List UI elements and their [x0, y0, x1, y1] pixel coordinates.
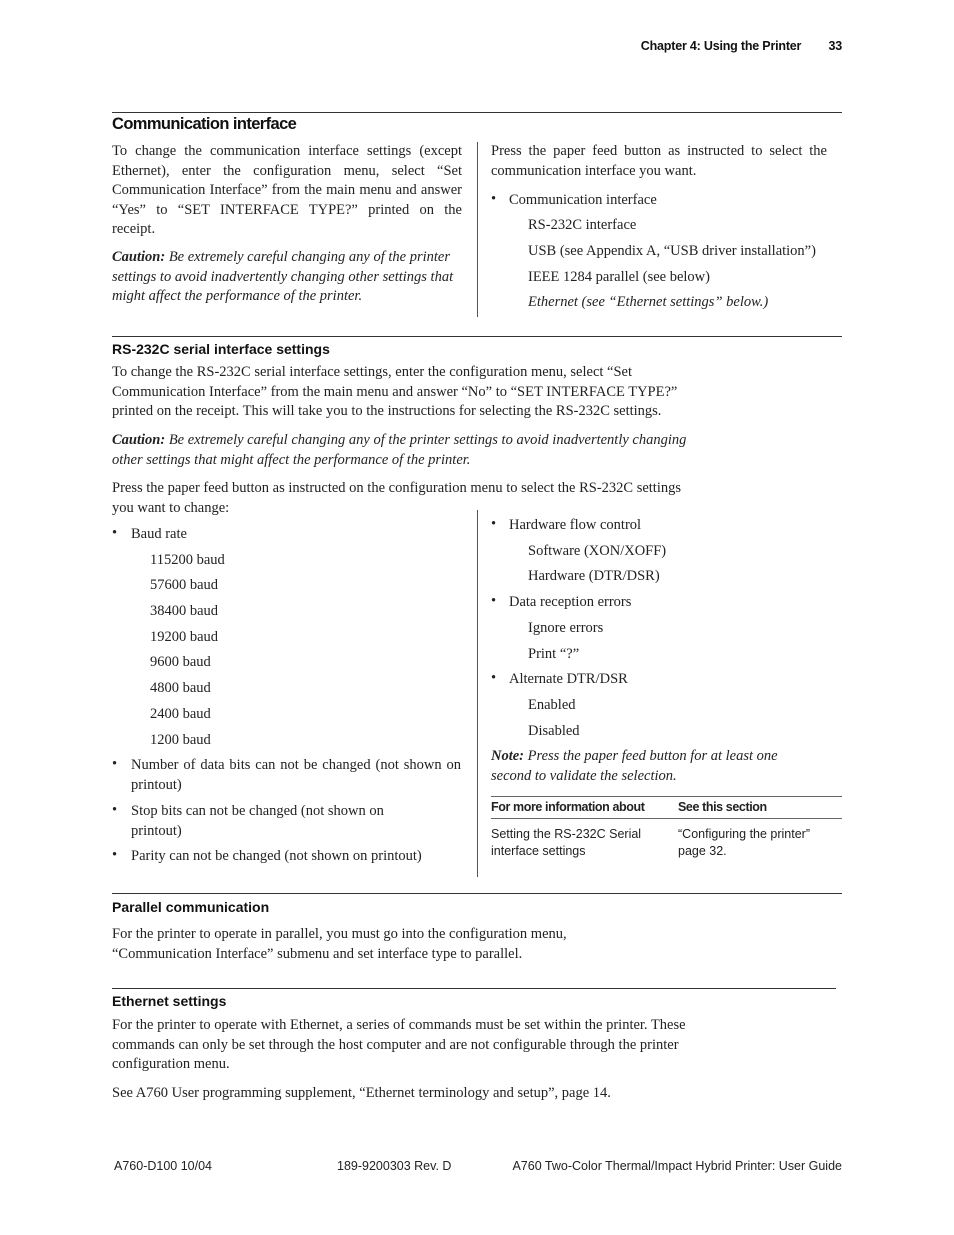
ethernet-paragraph-1: For the printer to operate with Ethernet, a series of commands must be set within the printer. These commands can only be set through the host computer and are not configurable through the printer configuration menu.: [112, 1017, 686, 1073]
baud-option: 19200 baud: [150, 629, 219, 645]
section-heading-rs232: RS-232C serial interface settings: [112, 341, 330, 357]
section-heading-parallel: Parallel communication: [112, 899, 270, 915]
table-cell-reference: “Configuring the printer” page 32.: [678, 827, 811, 858]
footer-guide-title: A760 Two-Color Thermal/Impact Hybrid Printer: User Guide: [512, 1159, 842, 1173]
dtr-option: Enabled: [528, 697, 576, 713]
page-number: 33: [828, 39, 842, 53]
option-rs232: RS-232C interface: [528, 217, 637, 233]
comm-caution: [112, 248, 467, 307]
baud-option: 4800 baud: [150, 680, 211, 696]
caution-text: Be extremely careful changing any of the printer settings to avoid inadvertently changing other settings that might affect the performance of the printer.: [112, 432, 687, 468]
bullet-mark: •: [112, 525, 118, 541]
list-title-comm: Communication interface: [509, 192, 657, 208]
list-title-errors: Data reception errors: [509, 594, 632, 610]
note-text: Press the paper feed button for at least one second to validate the selection.: [491, 748, 778, 784]
list-title-flow: Hardware flow control: [509, 517, 642, 533]
baud-option: 115200 baud: [150, 552, 225, 568]
option-ieee1284: IEEE 1284 parallel (see below): [528, 269, 710, 285]
rs232-caution: [112, 431, 692, 470]
section-rule-comm: [112, 112, 842, 113]
bullet-mark: •: [491, 670, 497, 686]
section-heading-ethernet: Ethernet settings: [112, 993, 227, 1009]
comm-left-paragraph: To change the communication interface settings (except Ethernet), enter the configuration menu, select “Set Communication Interface” from the main menu and answer “Yes” to “SET INTERFACE TYPE?” printed on the receipt.: [112, 143, 462, 238]
column-divider-rs232: [477, 510, 478, 877]
list-title-baud: Baud rate: [131, 526, 187, 542]
rs232-paragraph-1: To change the RS-232C serial interface settings, enter the configuration menu, select “Set Communication Interface” from the main menu and answer “No” to “SET INTERFACE TYPE?” printed on the receipt. This will take you to the instructions for selecting the RS-232C settings.: [112, 364, 678, 420]
option-usb: USB (see Appendix A, “USB driver installation”): [528, 243, 816, 259]
section-rule-rs232: [112, 336, 842, 337]
errors-option: Ignore errors: [528, 620, 604, 636]
caution-label: Caution:: [112, 432, 166, 448]
bullet-mark: •: [491, 593, 497, 609]
baud-option: 2400 baud: [150, 706, 211, 722]
chapter-title: Chapter 4: Using the Printer: [640, 39, 802, 53]
comm-right-paragraph: Press the paper feed button as instructed to select the communication interface you want.: [491, 143, 827, 179]
list-title-dtr: Alternate DTR/DSR: [509, 671, 628, 687]
note-label: Note:: [491, 748, 525, 764]
table-top-rule: [491, 796, 842, 797]
parallel-paragraph: For the printer to operate in parallel, you must go into the configuration menu, “Communication Interface” submenu and set interface type to parallel.: [112, 926, 567, 962]
flow-option: Hardware (DTR/DSR): [528, 568, 660, 584]
baud-option: 1200 baud: [150, 732, 211, 748]
rs232-note: [491, 747, 811, 786]
ethernet-paragraph-2: See A760 User programming supplement, “Ethernet terminology and setup”, page 14.: [112, 1085, 611, 1101]
table-header-rule: [491, 818, 842, 819]
baud-option: 57600 baud: [150, 577, 219, 593]
running-header: [641, 39, 842, 53]
parity-item: Parity can not be changed (not shown on printout): [131, 848, 422, 864]
footer-part-number: 189-9200303 Rev. D: [337, 1159, 452, 1173]
bullet-mark: •: [491, 191, 497, 207]
table-header-col1: For more information about: [491, 800, 645, 814]
baud-option: 9600 baud: [150, 654, 211, 670]
section-rule-ethernet: [112, 988, 836, 989]
stop-bits-item: Stop bits can not be changed (not shown on printout): [131, 803, 384, 839]
section-rule-parallel: [112, 893, 842, 894]
bullet-mark: •: [491, 516, 497, 532]
caution-label: Caution:: [112, 249, 166, 265]
dtr-option: Disabled: [528, 723, 580, 739]
section-heading-comm: Communication interface: [112, 115, 297, 133]
footer-doc-id: A760-D100 10/04: [114, 1159, 212, 1173]
column-divider-comm: [477, 142, 478, 317]
option-ethernet: Ethernet (see “Ethernet settings” below.): [528, 294, 769, 310]
bullet-mark: •: [112, 847, 118, 863]
bullet-mark: •: [112, 756, 118, 772]
data-bits-item: Number of data bits can not be changed (not shown on printout): [131, 757, 461, 793]
bullet-mark: •: [112, 802, 118, 818]
table-cell-topic: Setting the RS-232C Serial interface settings: [491, 827, 642, 858]
flow-option: Software (XON/XOFF): [528, 543, 667, 559]
table-header-col2: See this section: [678, 800, 767, 814]
caution-text: Be extremely careful changing any of the printer settings to avoid inadvertently changing other settings that might affect the performance of the printer.: [112, 249, 454, 305]
errors-option: Print “?”: [528, 646, 580, 662]
baud-option: 38400 baud: [150, 603, 219, 619]
rs232-paragraph-2: Press the paper feed button as instructed on the configuration menu to select the RS-232C settings you want to change:: [112, 480, 682, 516]
